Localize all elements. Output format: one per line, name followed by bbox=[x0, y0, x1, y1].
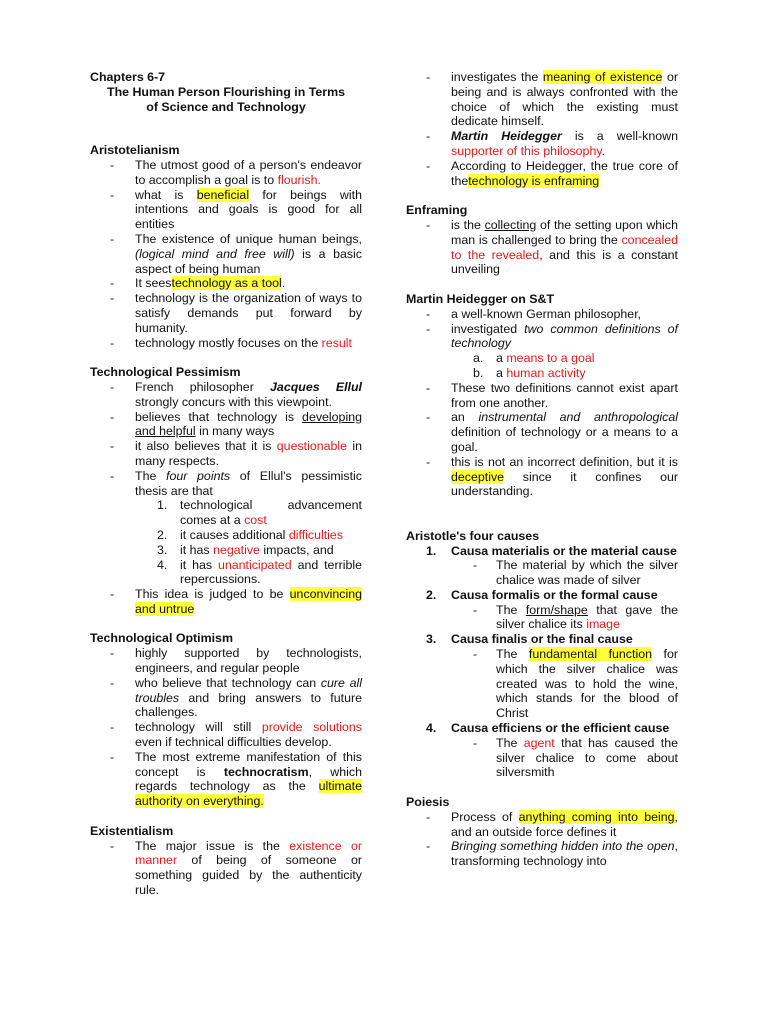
list-item: - French philosopher Jacques Ellul strongly concurs with this viewpoint. bbox=[110, 379, 362, 409]
list-item: - investigated two common definitions of technology bbox=[426, 321, 678, 351]
list-item: - These two definitions cannot exist apart from one another. bbox=[426, 380, 678, 410]
cause-item: 3. Causa finalis or the final cause bbox=[426, 632, 633, 647]
cause-detail: - The agent that has caused the silver chalice to come about silversmith bbox=[473, 735, 678, 780]
list-item: - Process of anything coming into being, and an outside force defines it bbox=[426, 809, 678, 839]
cause-detail: - The form/shape that gave the silver chalice its image bbox=[473, 602, 678, 632]
cause-item: 1. Causa materialis or the material cause bbox=[426, 543, 677, 558]
list-item: - The existence of unique human beings, (logical mind and free will) is a basic aspect of being human bbox=[110, 231, 362, 276]
numbered-item: 2. it causes additional difficulties bbox=[157, 527, 344, 542]
section-heading-pessimism: Technological Pessimism bbox=[90, 365, 241, 380]
section-heading-enframing: Enframing bbox=[406, 203, 468, 218]
list-item: - The most extreme manifestation of this concept is technocratism, which regards technology as the ultimate authority on everything. bbox=[110, 749, 362, 809]
list-item: - it also believes that it is questionable in many respects. bbox=[110, 439, 362, 468]
list-item: - It seestechnology as a tool. bbox=[110, 276, 286, 291]
list-item: - The major issue is the existence or manner of being of someone or something guided by the authenticity rule. bbox=[110, 838, 362, 898]
list-item: - The four points of Ellul's pessimistic thesis are that bbox=[110, 468, 362, 498]
list-item: - technology is the organization of ways to satisfy demands put forward by humanity. bbox=[110, 291, 362, 335]
list-item: - is the collecting of the setting upon which man is challenged to bring the concealed to the revealed, and this is a constant unveiling bbox=[426, 217, 679, 277]
numbered-item: 3. it has negative impacts, and bbox=[157, 542, 334, 557]
list-item: - According to Heidegger, the true core of thetechnology is enframing bbox=[426, 158, 678, 188]
lettered-item: b. a human activity bbox=[473, 365, 586, 380]
list-item: - highly supported by technologists, engineers, and regular people bbox=[110, 646, 362, 676]
list-item: - Bringing something hidden into the open, transforming technology into bbox=[426, 839, 678, 869]
lettered-item: a. a means to a goal bbox=[473, 351, 595, 366]
list-item: - The utmost good of a person's endeavor to accomplish a goal is to flourish. bbox=[110, 157, 362, 187]
list-item: - this is not an incorrect definition, but it is deceptive since it confines our understanding. bbox=[426, 454, 678, 499]
list-item: - technology mostly focuses on the result bbox=[110, 335, 352, 350]
section-heading-four-causes: Aristotle's four causes bbox=[406, 528, 540, 543]
numbered-item: 4. it has unanticipated and terrible repercussions. bbox=[157, 557, 362, 587]
numbered-item: 1. technological advancement comes at a cost bbox=[157, 498, 362, 528]
section-heading-heidegger: Martin Heidegger on S&T bbox=[406, 291, 555, 306]
list-item: - a well-known German philosopher, bbox=[426, 306, 642, 321]
right-column bbox=[406, 70, 678, 869]
list-item: - technology will still provide solutions even if technical difficulties develop. bbox=[110, 720, 363, 750]
list-item: - an instrumental and anthropological definition of technology or a means to a goal. bbox=[426, 410, 678, 454]
section-heading-aristotelianism: Aristotelianism bbox=[90, 143, 180, 158]
cause-detail: - The material by which the silver chalice was made of silver bbox=[473, 558, 678, 588]
section-heading-optimism: Technological Optimism bbox=[90, 631, 233, 646]
list-item: - investigates the meaning of existence or being and is always confronted with the choice of which the existing must dedicate himself. bbox=[426, 70, 678, 129]
section-heading-poiesis: Poiesis bbox=[406, 795, 450, 810]
list-item: - believes that technology is developing and helpful in many ways bbox=[110, 409, 362, 439]
list-item: - who believe that technology can cure all troubles and bring answers to future challenges. bbox=[110, 675, 362, 720]
list-item: - what is beneficial for beings with intentions and goals is good for all entities bbox=[110, 187, 362, 232]
list-item: - This idea is judged to be unconvincing and untrue bbox=[110, 587, 362, 616]
section-heading-existentialism: Existentialism bbox=[90, 823, 174, 838]
list-item: - Martin Heidegger is a well-known supporter of this philosophy. bbox=[426, 129, 678, 158]
cause-item: 2. Causa formalis or the formal cause bbox=[426, 587, 658, 602]
chapter-label: Chapters 6-7 bbox=[90, 70, 166, 84]
page-title: The Human Person Flourishing in Terms of Science and Technology bbox=[107, 84, 345, 114]
cause-item: 4. Causa efficiens or the efficient cause bbox=[426, 721, 670, 736]
left-column bbox=[90, 70, 362, 898]
cause-detail: - The fundamental function for which the silver chalice was created was to hold the wine, which stands for the blood of Christ bbox=[473, 647, 678, 721]
